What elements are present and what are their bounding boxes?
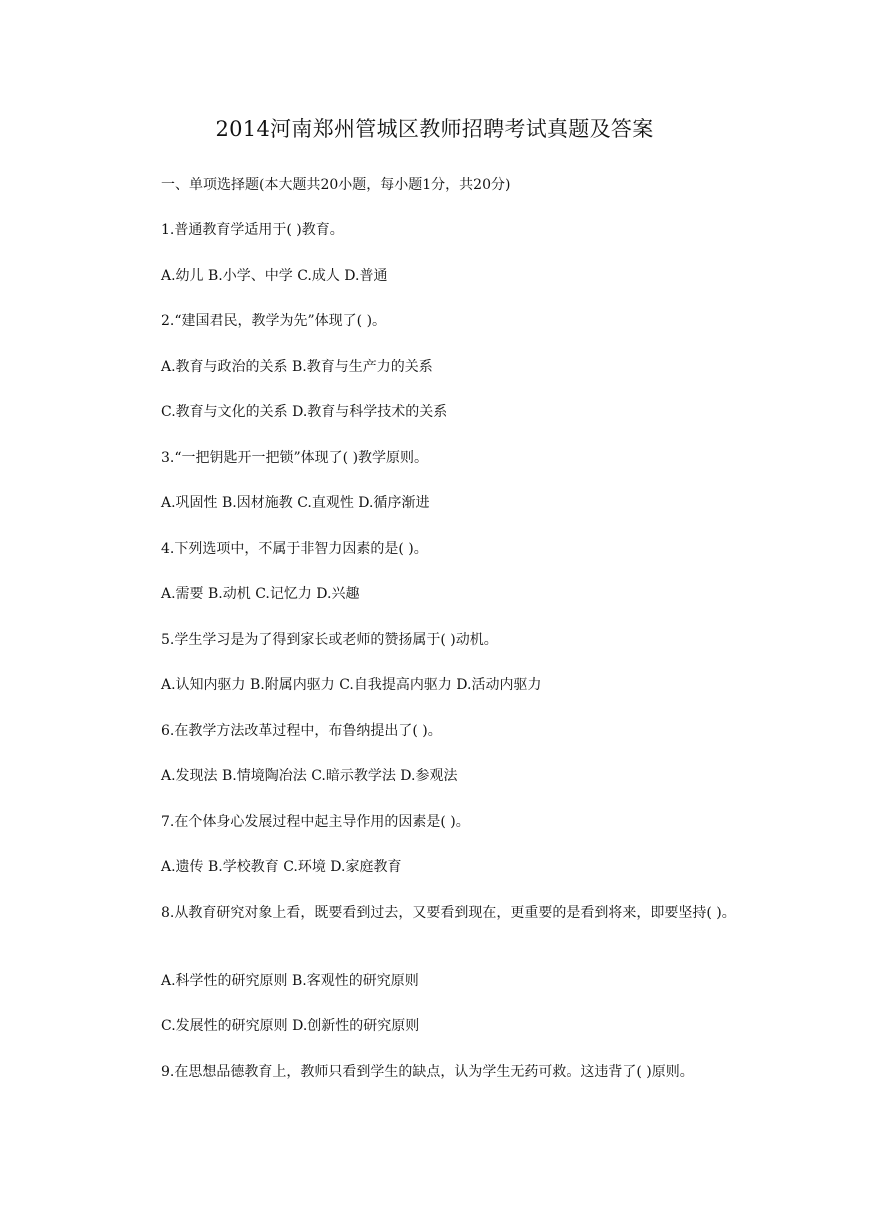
question-4-stem: 4.下列选项中，不属于非智力因素的是( )。 [161,541,428,557]
question-7-stem: 7.在个体身心发展过程中起主导作用的因素是( )。 [161,814,470,830]
question-5-stem: 5.学生学习是为了得到家长或老师的赞扬属于( )动机。 [161,632,498,648]
question-6-options: A.发现法 B.情境陶冶法 C.暗示教学法 D.参观法 [161,768,458,784]
question-1-options: A.幼儿 B.小学、中学 C.成人 D.普通 [161,268,388,284]
question-5-options: A.认知内驱力 B.附属内驱力 C.自我提高内驱力 D.活动内驱力 [161,677,542,693]
question-7-options: A.遗传 B.学校教育 C.环境 D.家庭教育 [161,859,402,875]
question-2-options-line-1: A.教育与政治的关系 B.教育与生产力的关系 [161,359,433,375]
question-8-stem: 8.从教育研究对象上看，既要看到过去，又要看到现在，更重要的是看到将来，即要坚持( )。 [161,905,736,921]
question-2-options-line-2: C.教育与文化的关系 D.教育与科学技术的关系 [161,404,448,420]
document-title: 2014河南郑州管城区教师招聘考试真题及答案 [215,117,654,141]
question-4-options: A.需要 B.动机 C.记忆力 D.兴趣 [161,586,360,602]
question-8-options-line-2: C.发展性的研究原则 D.创新性的研究原则 [161,1018,420,1034]
section-heading: 一、单项选择题(本大题共20小题，每小题1分，共20分) [161,177,511,193]
question-3-options: A.巩固性 B.因材施教 C.直观性 D.循序渐进 [161,495,430,511]
question-2-stem: 2.“建国君民，教学为先”体现了( )。 [161,313,387,329]
question-8-options-line-1: A.科学性的研究原则 B.客观性的研究原则 [161,973,419,989]
question-6-stem: 6.在教学方法改革过程中，布鲁纳提出了( )。 [161,723,442,739]
question-3-stem: 3.“一把钥匙开一把锁”体现了( )教学原则。 [161,450,429,466]
question-9-stem: 9.在思想品德教育上，教师只看到学生的缺点，认为学生无药可救。这违背了( )原则。 [161,1064,694,1080]
question-1-stem: 1.普通教育学适用于( )教育。 [161,222,344,238]
